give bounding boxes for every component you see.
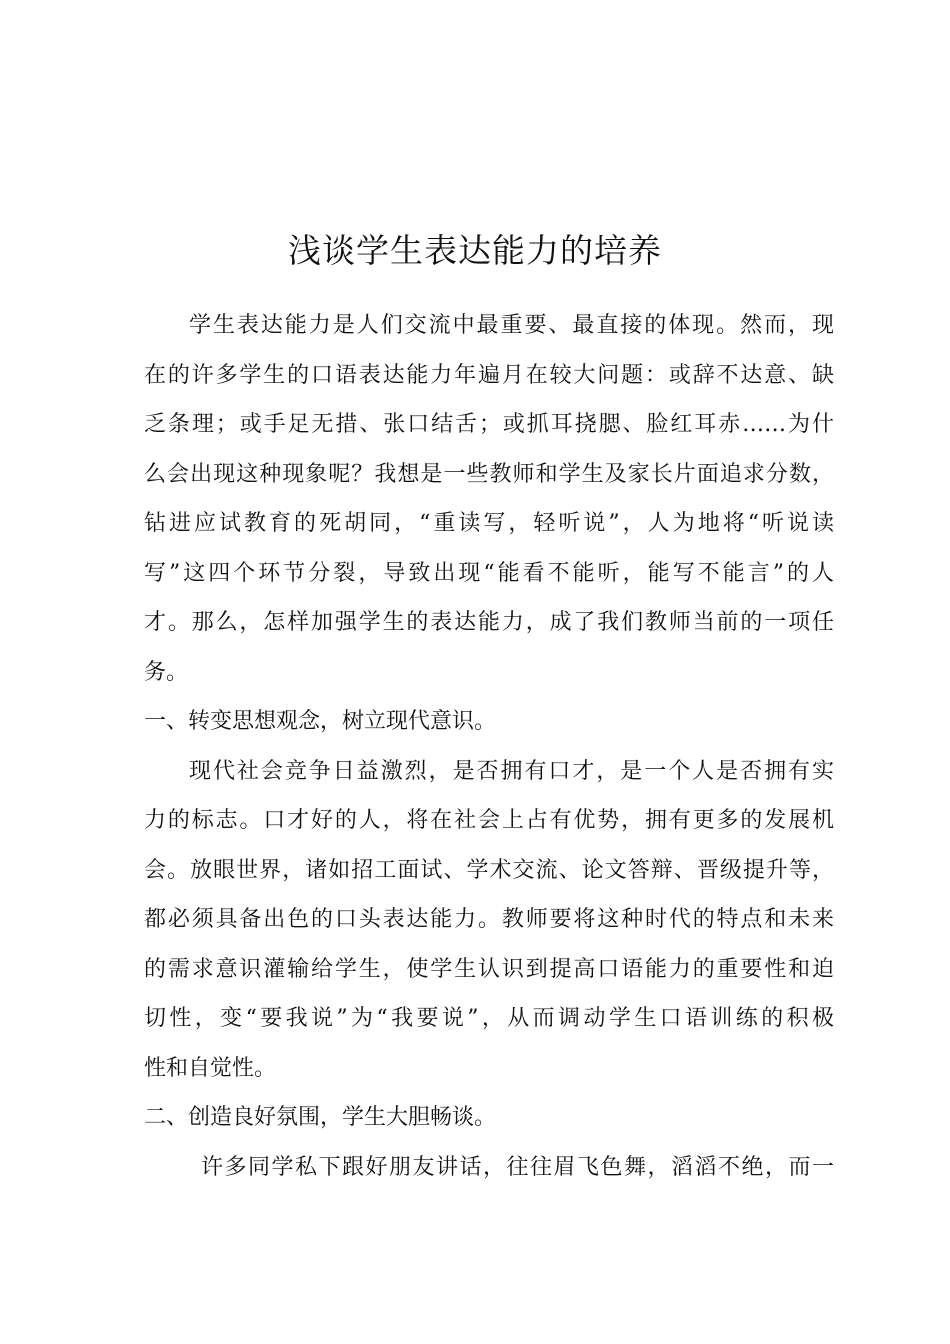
paragraph-line: 钻进应试教育的死胡同，“重读写，轻听说”，人为地将“听说读: [144, 511, 834, 536]
paragraph-line: 才。那么，怎样加强学生的表达能力，成了我们教师当前的一项任: [144, 610, 834, 635]
paragraph-line: 许多同学私下跟好朋友讲话，往往眉飞色舞，滔滔不绝，而一: [201, 1155, 834, 1180]
document-title: 浅谈学生表达能力的培养: [288, 231, 662, 270]
paragraph-line: 务。: [144, 660, 189, 685]
paragraph-line: 在的许多学生的口语表达能力年遍月在较大问题：或辞不达意、缺: [144, 363, 834, 388]
paragraph-line: 都必须具备出色的口头表达能力。教师要将这种时代的特点和未来: [144, 907, 834, 932]
paragraph-line: 会。放眼世界，诸如招工面试、学术交流、论文答辩、晋级提升等，: [144, 858, 834, 883]
paragraph-line: 性和自觉性。: [144, 1056, 277, 1081]
paragraph-line: 力的标志。口才好的人，将在社会上占有优势，拥有更多的发展机: [144, 808, 834, 833]
paragraph-line: 现代社会竞争日益激烈，是否拥有口才，是一个人是否拥有实: [189, 759, 834, 784]
paragraph-line: 么会出现这种现象呢？我想是一些教师和学生及家长片面追求分数，: [144, 462, 834, 487]
section-heading: 二、创造良好氛围，学生大胆畅谈。: [144, 1105, 497, 1130]
section-heading: 一、转变思想观念，树立现代意识。: [144, 709, 497, 734]
paragraph-line: 乏条理；或手足无措、张口结舌；或抓耳挠腮、脸红耳赤……为什: [144, 412, 834, 437]
paragraph-line: 切性，变“要我说”为“我要说”，从而调动学生口语训练的积极: [144, 1006, 834, 1031]
paragraph-line: 学生表达能力是人们交流中最重要、最直接的体现。然而，现: [189, 313, 834, 338]
paragraph-line: 写”这四个环节分裂，导致出现“能看不能听，能写不能言”的人: [144, 561, 834, 586]
paragraph-line: 的需求意识灌输给学生，使学生认识到提高口语能力的重要性和迫: [144, 957, 834, 982]
